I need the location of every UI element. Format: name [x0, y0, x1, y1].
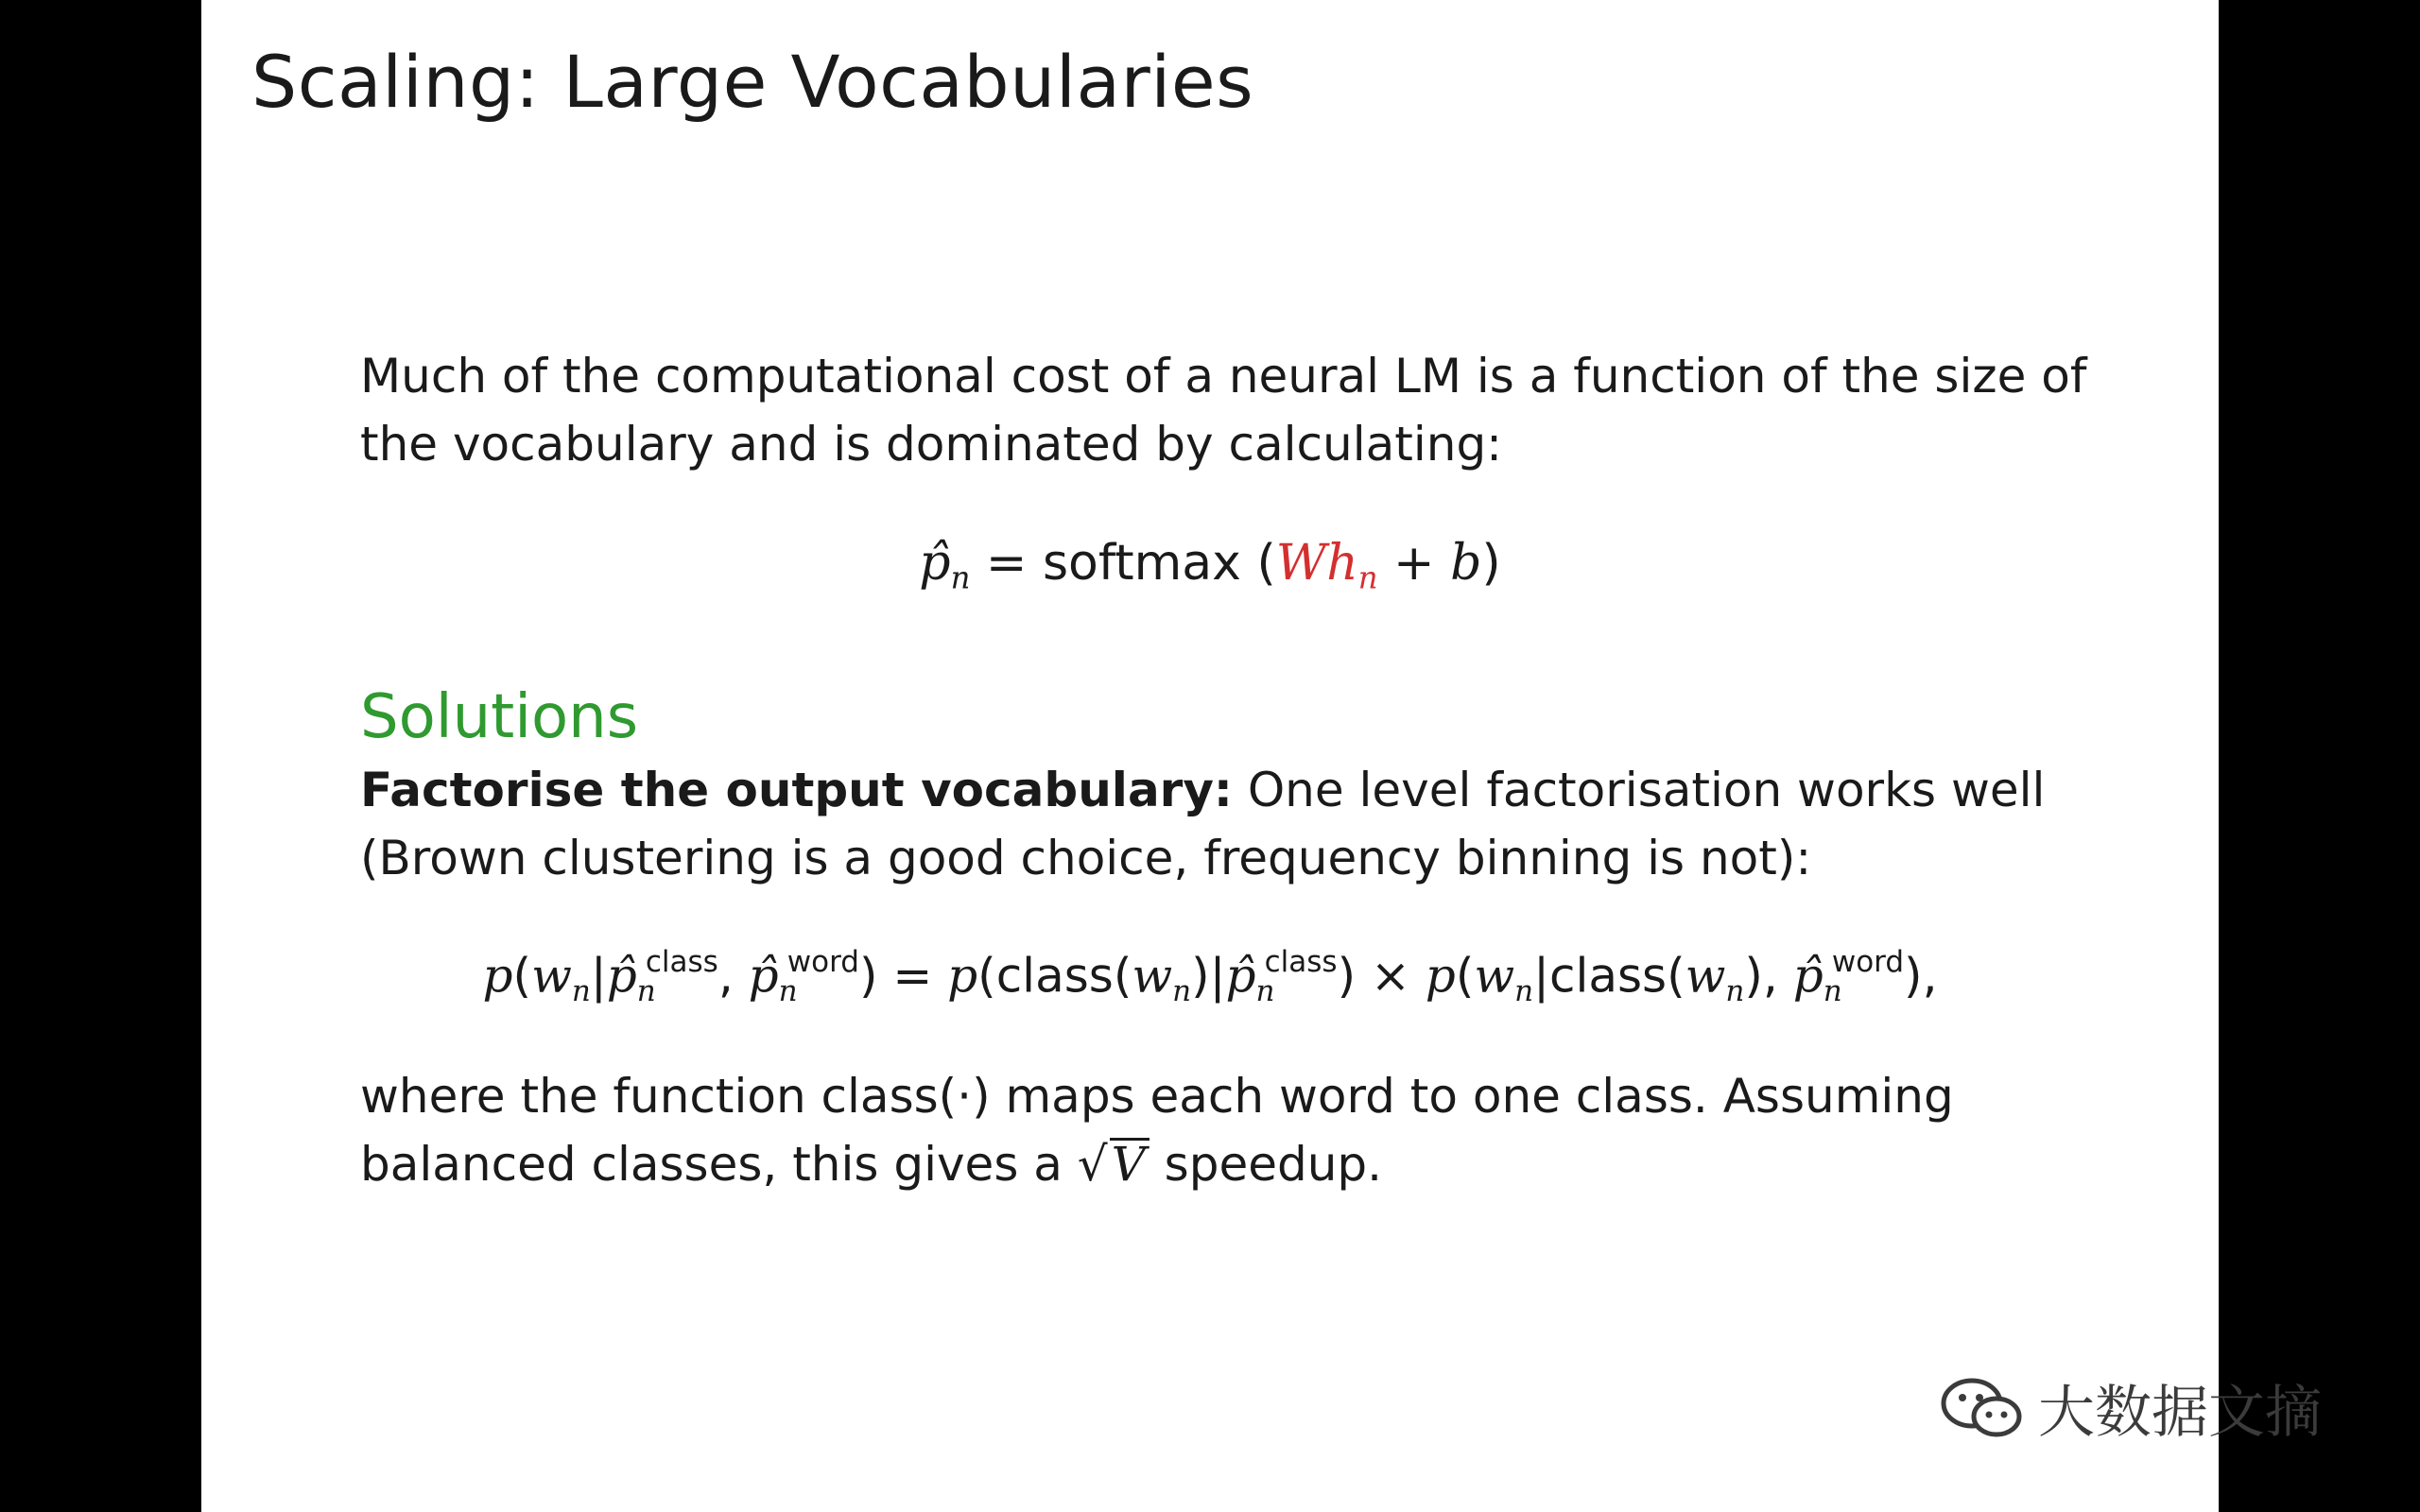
eq1-equals: =: [970, 535, 1043, 592]
eq1-highlight: Wh: [1275, 535, 1358, 592]
eq2-times: ×: [1356, 948, 1426, 1004]
wechat-icon: [1934, 1375, 2029, 1441]
eq2-n: n: [1255, 973, 1275, 1008]
softmax-equation: [201, 535, 2219, 596]
eq1-close: ): [1481, 535, 1501, 592]
eq2-phat: p̂: [1225, 948, 1256, 1004]
eq2-class-sup: class: [1264, 945, 1338, 979]
eq1-plus: +: [1377, 535, 1451, 592]
eq2-phat: p̂: [606, 948, 637, 1004]
eq2-n: n: [1172, 973, 1192, 1008]
eq2-word-sup: word: [786, 945, 859, 979]
factorise-text: One level factorisation works well (Brown clustering is a good choice, frequency binning is not):: [360, 763, 2046, 885]
eq2-word-sup: word: [1831, 945, 1905, 979]
eq2-bar: |: [590, 948, 607, 1004]
conclusion-paragraph: [360, 1062, 2090, 1198]
eq2-p: p: [947, 948, 978, 1004]
eq1-b: b: [1450, 535, 1482, 592]
eq2-n: n: [778, 973, 798, 1008]
eq2-comma: ,: [1762, 948, 1793, 1004]
eq2-class-func: class: [1548, 948, 1668, 1004]
slide-title: Scaling: Large Vocabularies: [251, 40, 1254, 124]
solutions-heading: Solutions: [360, 682, 639, 752]
eq2-p: p: [1425, 948, 1456, 1004]
eq1-open: (: [1240, 535, 1276, 592]
eq2-class-sup: class: [645, 945, 718, 979]
eq2-w: w: [1474, 948, 1515, 1004]
eq1-func: softmax: [1042, 535, 1241, 592]
eq2-bar: |: [1209, 948, 1226, 1004]
eq2-w: w: [1685, 948, 1726, 1004]
eq2-w: w: [531, 948, 572, 1004]
eq2-class-func: class: [995, 948, 1114, 1004]
eq2-end: ,: [1922, 948, 1938, 1004]
slide: [201, 0, 2219, 1512]
factorise-paragraph: [360, 756, 2090, 892]
eq1-lhs-sub: n: [950, 559, 971, 596]
eq2-n: n: [1514, 973, 1534, 1008]
eq2-phat: p̂: [1792, 948, 1824, 1004]
conclusion-before: where the function class(·) maps each word to one class. Assuming balanced classes, this gives a: [360, 1069, 1954, 1192]
eq2-n: n: [1725, 973, 1745, 1008]
eq2-w: w: [1132, 948, 1173, 1004]
sqrt-symbol: √: [1077, 1137, 1108, 1192]
watermark: [1934, 1370, 2322, 1446]
eq2-equals: =: [877, 948, 948, 1004]
eq1-highlight-sub: n: [1357, 559, 1378, 596]
eq2-p: p: [482, 948, 513, 1004]
eq2-n: n: [571, 973, 591, 1008]
factorise-lead: Factorise the output vocabulary:: [360, 763, 1233, 817]
eq2-comma: ,: [717, 948, 749, 1004]
watermark-text: 大数据文摘: [2038, 1382, 2322, 1444]
conclusion-after: speedup.: [1149, 1137, 1383, 1192]
eq2-bar: |: [1533, 948, 1549, 1004]
eq2-n: n: [636, 973, 656, 1008]
eq2-n: n: [1823, 973, 1842, 1008]
eq1-lhs: p̂: [919, 535, 951, 592]
sqrt-radicand: V: [1110, 1138, 1150, 1188]
eq2-phat: p̂: [748, 948, 779, 1004]
intro-paragraph: Much of the computational cost of a neural LM is a function of the size of the vocabulary and is dominated by calculating:: [360, 349, 2087, 472]
factorisation-equation: $p(w_n|p̂_n^{class}$, $p̂_n^{word}$) = $p(class(w_n)|p̂_n^{class})$ × $p(w_n|class(w_n)$, $p̂_n^{word}$),: [482, 945, 1938, 1008]
